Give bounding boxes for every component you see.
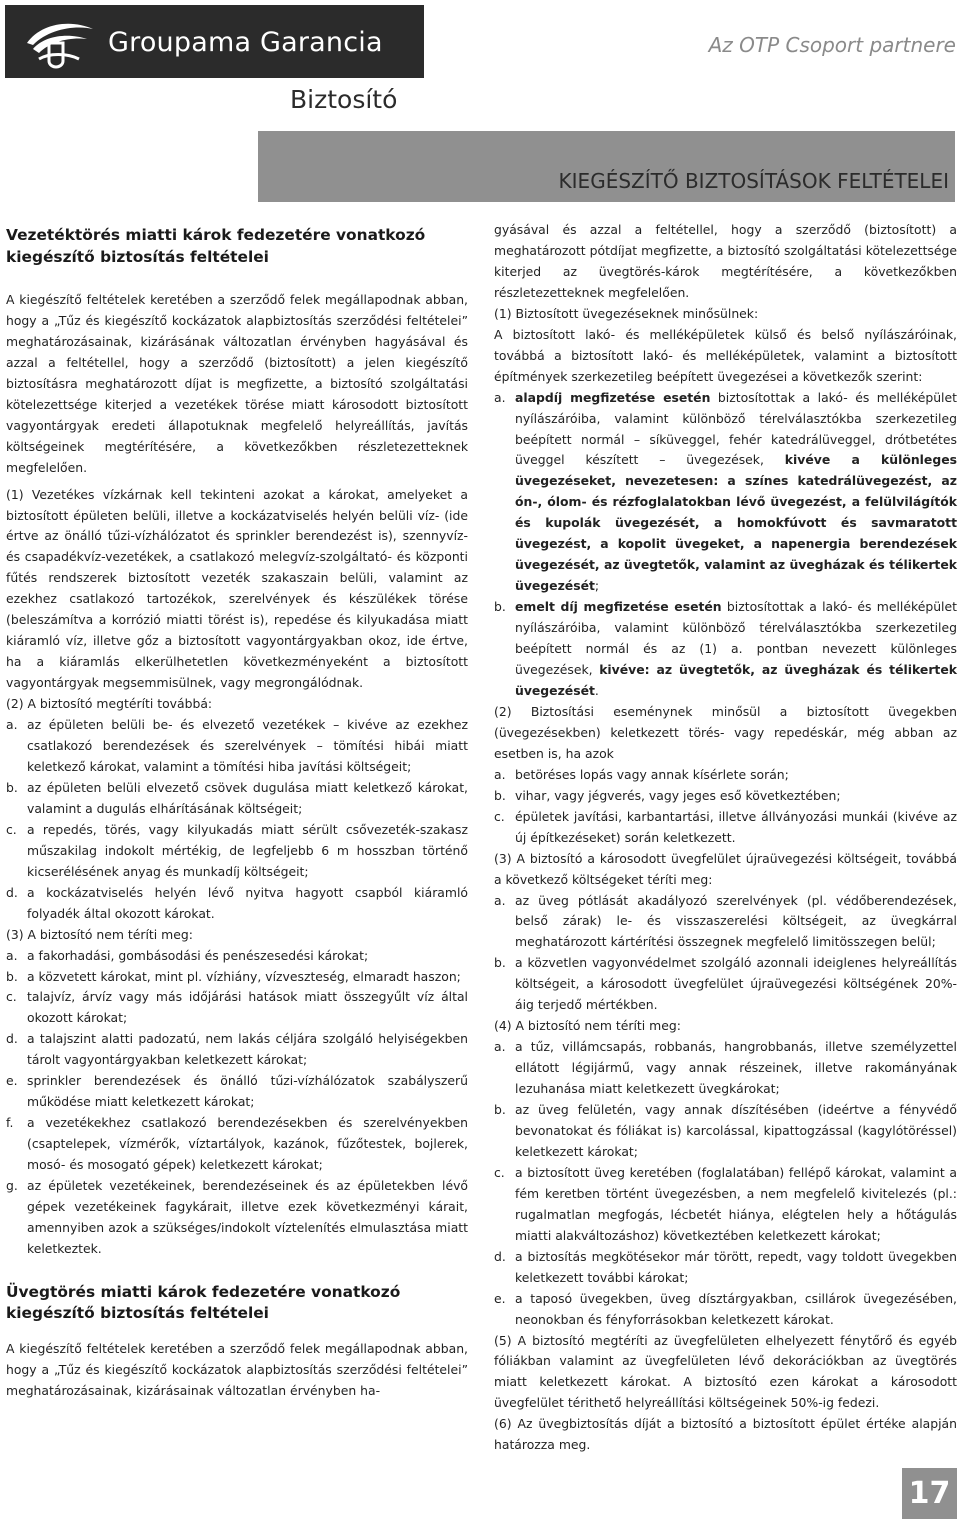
brand-subtitle: Biztosító — [290, 85, 398, 114]
list-item: b. a közvetett károkat, mint pl. vízhiány, vízveszteség, elmaradt haszon; — [6, 968, 461, 984]
list-item: b. az épületen belüli elvezető csövek dugulása miatt keletkező károkat, valamint a dugulás elhárításának költségeit; — [6, 779, 468, 816]
paragraph-3: (3) A biztosító nem téríti meg: — [6, 926, 193, 942]
list-item: g. az épületek vezetékeinek, berendezéseinek és az épületekben lévő gépek vezetékeinek fagykárait, illetve ezek következményi kárait, amennyiben azok a szükséges/indokolt víztelenítés elmulasztása miatt keletkeztek. — [6, 1178, 468, 1256]
list-costs — [494, 891, 957, 1017]
paragraph-1: (1) Vezetékes vízkárnak kell tekinteni azokat a károkat, amelyeket a biztosított épületen belüli, illetve a kockázatviselés helyén belüli víz- (ide értve az önálló tűzi-vízhálózatot és sprinkler berendezést is), szennyvíz- és csapadékvíz-vezetékek, a csatlakozó melegvíz-szolgáltató- és központi fűtés rendszerek biztosított vezeték szakaszain belüli, valamint az ezekhez csatlakozó tartozékok, szerelvények és készülékek törése (beleszámítva a korrózió miatti törést is), repedése és kilyukadása miatt kiáramló víz, illetve gőz a biztosított vagyontárgyakban okoz, ide értve, ha a kiáramlás elkerülhetetlen következményeként a biztosított vagyontárgyak megsemmisülnek, vagy megrongálódnak. — [6, 486, 468, 691]
list-events — [494, 765, 957, 849]
list-item: a. a tűz, villámcsapás, robbanás, hangrobbanás, illetve személyzettel ellátott légijármű, vagy annak részeinek, illetve rakományának lezuhanása miatt keletkezett üvegkárokat; — [494, 1039, 957, 1097]
list-covered — [6, 715, 468, 925]
section-heading-pipe-break: Vezetéktörés miatti károk fedezetére vonatkozó kiegészítő biztosítás feltételei — [6, 226, 426, 266]
list-item: d. a biztosítás megkötésekor már törött, repedt, vagy toldott üvegekben keletkezett további károkat; — [494, 1248, 957, 1285]
brand-logo — [5, 5, 424, 78]
paragraph-1: (1) Biztosított üvegezéseknek minősülnek: — [494, 305, 759, 321]
list-item: c. a biztosított üveg keretében (foglalatában) fellépő károkat, valamint a fém keretben történt üvegezésben, a nem megfelelő kivitelezés (pl.: rugalmatlan megfogás, lécbetét hiánya, elégtelen hely a hőtágulás miatti alakváltozáshoz) következtében keletkezett károkat; — [494, 1164, 957, 1243]
list-item: f. a vezetékekhez csatlakozó berendezésekben és szerelvényekben (csaptelepek, vízmérők, víztartályok, kazánok, fűzőtestek, bojlerek, mosó- és mosogató gépek) keletkezett károkat; — [6, 1115, 468, 1173]
list-item: a. betöréses lopás vagy annak kísérlete során; — [494, 766, 789, 782]
left-column — [6, 225, 468, 1402]
right-column — [494, 220, 957, 1456]
paragraph-5: (5) A biztosító megtéríti az üvegfelületen elhelyezett fénytőrő és egyéb fóliákban valamint az üvegfelületen lévő dekorációkban az üvegtörés miatt keletkezett károkat. A biztosító ezen károkat a károsodott üvegfelület térithető helyreállítási költségeinek 50%-ig fedezi. — [494, 1332, 957, 1411]
list-item: d. a talajszint alatti padozatú, nem lakás céljára szolgáló helyiségekben tárolt vagyontárgyakban keletkezett károkat; — [6, 1031, 468, 1068]
list-item: d. a kockázatviselés helyén lévő nyitva hagyott csapból kiáramló folyadék által okozott károkat. — [6, 884, 468, 921]
paragraph-2: (2) A biztosító megtéríti továbbá: — [6, 696, 213, 712]
list-item: e. sprinkler berendezések és önálló tűzi-vízhálózatok szabályszerű működése miatt keletkezett károkat; — [6, 1073, 468, 1110]
list-item: a. a fakorhadási, gombásodási és penészesedési károkat; — [6, 947, 369, 963]
paragraph-intro-2: A kiegészítő feltételek keretében a szerződő felek megállapodnak abban, hogy a „Tűz és kiegészítő kockázatok alapbiztosítás szerződési feltételei” meghatározásainak, kizárásainak változatlan érvényben ha- — [6, 1340, 468, 1398]
list-excluded — [6, 946, 468, 1260]
list-item: b. vihar, vagy jégverés, vagy jeges eső következtében; — [494, 787, 841, 803]
paragraph-1b: A biztosított lakó- és melléképületek külső és belső nyílászáróinak, továbbá a biztosított lakó- és melléképületek, valamint a biztosított építmények szerkezetileg beépített üvegezései a következők szerint: — [494, 326, 957, 384]
list-item: a. az üveg pótlását akadályozó szerelvények (pl. védőberendezések, belső zárak) le- és visszaszerelési költségeit, az üvegkárral meghatározott kártérítési összegnek megfelelő limitösszegen belül; — [494, 892, 957, 950]
list-excluded — [494, 1037, 957, 1330]
list-item: b. a közvetlen vagyonvédelmet szolgáló azonnali ideiglenes helyreállítás költségeit, a károsodott üvegfelület újraüvegezési költségének 20%-áig terjedő mértékben. — [494, 955, 957, 1013]
paragraph-2: (2) Biztosítási eseménynek minősül a biztosított üvegekben (üvegezésekben) keletkezett törés- vagy repedéskár, még abban az esetben is, ha azok — [494, 703, 957, 761]
list-item: c. a repedés, törés, vagy kilyukadás miatt sérült csővezeték-szakasz műszakilag indokolt mértékig, de legfeljebb 6 m hosszban történő kicserélésének anyag és munkadíj költségeit; — [6, 821, 468, 879]
page-number-box — [902, 1468, 957, 1519]
paragraph-continued: gyásával és azzal a feltétellel, hogy a szerződő (biztosított) a meghatározott pótdíjat megfizette, a biztosító szolgáltatási kötelezettsége kiterjed az üvegtörés-károk megtérítésére, a következőkben részletezetteknek megfelelően. — [494, 222, 957, 300]
paragraph-intro: A kiegészítő feltételek keretében a szerződő felek megállapodnak abban, hogy a „Tűz és kiegészítő kockázatok alapbiztosítás szerződési feltételei” meghatározásainak, kizárásának változatlan érvényben hagyásával és azzal a feltétellel, hogy a szerződő (biztosított) a jelen kiegészítő biztosításra meghatározott díjat is megfizette, a biztosító szolgáltatási kötelezettsége kiterjed a vezetékek törése miatt károsodott biztosított vagyontárgyak eredeti állapotuknak megfelelő helyreállítás, javítás költségeinek megtérítésére, a következőkben részletezetteknek megfelelően. — [6, 292, 468, 475]
list-item: b. emelt díj megfizetése esetén biztosítottak a lakó- és melléképület nyílászáróiba, valamint különböző térelválasztókba szerkezetileg beépített normál és az (1) a. pontban nevezett különleges üvegezések, kivéve: az üvegtetők, az üvegházak és télikertek üvegezését. — [494, 599, 957, 698]
paragraph-3: (3) A biztosító a károsodott üvegfelület újraüvegezési költségeit, továbbá a következő költségeket téríti meg: — [494, 850, 957, 887]
list-item: e. a taposó üvegekben, üveg dísztárgyakban, csillárok üvegezésében, neonokban és fényforrásokban keletkezett károkat. — [494, 1290, 957, 1327]
partner-tagline: Az OTP Csoport partnere — [708, 33, 956, 57]
section-heading-glass-break: Üvegtörés miatti károk fedezetére vonatkozó kiegészítő biztosítás feltételei — [6, 1282, 401, 1323]
brand-name: Groupama Garancia — [108, 27, 383, 58]
section-banner — [258, 131, 955, 202]
list-item: a. az épületen belüli be- és elvezető vezetékek – kivéve az ezekhez csatlakozó berendezések és szerelvények – tömítési hibái miatt keletkező károkat, valamint a tömítési hiba javítási költségeit; — [6, 717, 468, 774]
section-banner-title: KIEGÉSZÍTŐ BIZTOSÍTÁSOK FELTÉTELEI — [558, 169, 949, 193]
paragraph-4: (4) A biztosító nem téríti meg: — [494, 1018, 681, 1034]
list-item: c. épületek javítási, karbantartási, illetve állványozási munkái (kivéve az új építkezéseket) során keletkezett. — [494, 808, 957, 845]
paragraph-6: (6) Az üvegbiztosítás díját a biztosító a biztosított épület értéke alapján határozza meg. — [494, 1416, 957, 1453]
list-item: b. az üveg felületén, vagy annak díszítésében (ideértve a fényvédő bevonatokat és fóliákat is) karcolással, kipattogzással (kagylótöréssel) keletkezett károkat; — [494, 1102, 957, 1159]
groupama-logo-icon — [19, 13, 99, 71]
page-number: 17 — [908, 1476, 951, 1511]
list-item: c. talajvíz, árvíz vagy más időjárási hatások miatt összegyűlt víz által okozott károkat; — [6, 989, 468, 1026]
list-item: a. alapdíj megfizetése esetén biztosítottak a lakó- és melléképület nyílászáróiba, valamint különböző térelválasztókba szerkezetileg beépített normál – síküveggel, fehér katedrálüveggel, drótbetétes üveggel készített – üvegezések, kivéve a különleges üvegezéseket, nevezetesen: a színes katedrálüvegezést, az ón-, ólom- és rézfoglalatokban lévő üvegezést, a felülvilágítók és kupolák üvegezését, a homokfúvott és savmaratott üvegezést, a kopolit üvegeket, a napenergia berendezések üvegezését, az üvegtetők, valamint az üvegházak és télikertek üvegezését; — [494, 389, 957, 594]
